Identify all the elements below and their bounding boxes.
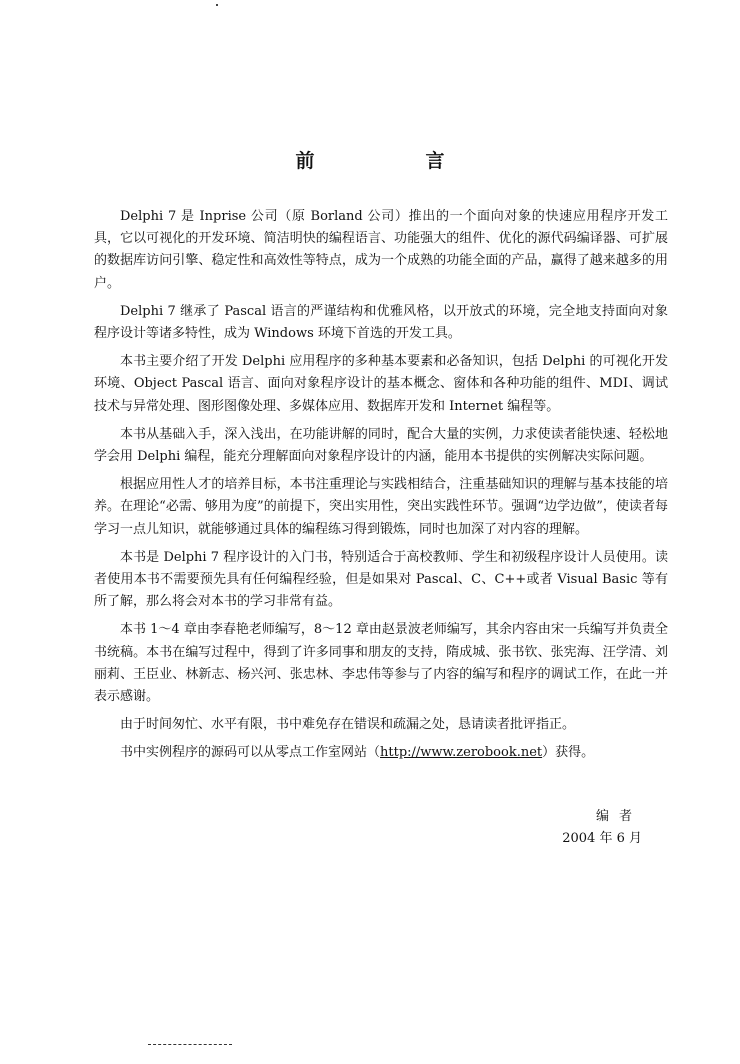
website-link[interactable]: http://www.zerobook.net (380, 745, 543, 761)
paragraph-source-note (94, 742, 668, 764)
paragraph-4: 本书从基础入手，深入浅出，在功能讲解的同时，配合大量的实例，力求使读者能快速、轻松地学会用 Delphi 编程，能充分理解面向对象程序设计的内涵，能用本书提供的实例解决实际问题。 (94, 426, 668, 465)
source-note-suffix: ）获得。 (542, 745, 595, 761)
paragraph-3: 本书主要介绍了开发 Delphi 应用程序的多种基本要素和必备知识，包括 Delphi 的可视化开发环境、Object Pascal 语言、面向对象程序设计的基本概念、窗体和各种功能的组件、MDI、调试技术与异常处理、图形图像处理、多媒体应用、数据库开发和 Internet 编程等。 (94, 354, 668, 414)
scan-speck (216, 4, 218, 6)
paragraph-7: 本书 1～4 章由李春艳老师编写，8～12 章由赵景波老师编写，其余内容由宋一兵编写并负责全书统稿。本书在编写过程中，得到了许多同事和朋友的支持，隋成城、张书钦、张宪海、汪学清、刘丽莉、王臣业、林新志、杨兴河、张忠林、李忠伟等参与了内容的编写和程序的调试工作，在此一并表示感谢。 (94, 622, 668, 705)
preface-body (94, 206, 668, 771)
page-title: 前 言 (295, 150, 491, 172)
paragraph-6: 本书是 Delphi 7 程序设计的入门书，特别适合于高校教师、学生和初级程序设计人员使用。读者使用本书不需要预先具有任何编程经验，但是如果对 Pascal、C、C++或者 Visual Basic 等有所了解，那么将会对本书的学习非常有益。 (94, 549, 668, 610)
paragraph-8: 由于时间匆忙、水平有限，书中难免存在错误和疏漏之处，恳请读者批评指正。 (120, 717, 576, 733)
source-note-prefix: 书中实例程序的源码可以从零点工作室网站（ (120, 745, 381, 761)
paragraph-2: Delphi 7 继承了 Pascal 语言的严谨结构和优雅风格，以开放式的环境，完全地支持面向对象程序设计等诸多特性，成为 Windows 环境下首选的开发工具。 (94, 303, 668, 342)
paragraph-1: Delphi 7 是 Inprise 公司（原 Borland 公司）推出的一个面向对象的快速应用程序开发工具，它以可视化的开发环境、简洁明快的编程语言、功能强大的组件、优化的源代码编译器、可扩展的数据库访问引擎、稳定性和高效性等特点，成为一个成熟的功能全面的产品，赢得了越来越多的用户。 (94, 209, 668, 291)
paragraph-5: 根据应用性人才的培养目标，本书注重理论与实践相结合，注重基础知识的理解与基本技能的培养。在理论“必需、够用为度”的前提下，突出实用性，突出实践性环节。强调“边学边做”，使读者每学习一点儿知识，就能够通过具体的编程练习得到锻炼，同时也加深了对内容的理解。 (94, 477, 668, 537)
footer-rule (148, 1044, 232, 1045)
signature-date: 2004 年 6 月 (562, 831, 642, 846)
signature-author: 编者 (595, 809, 642, 824)
